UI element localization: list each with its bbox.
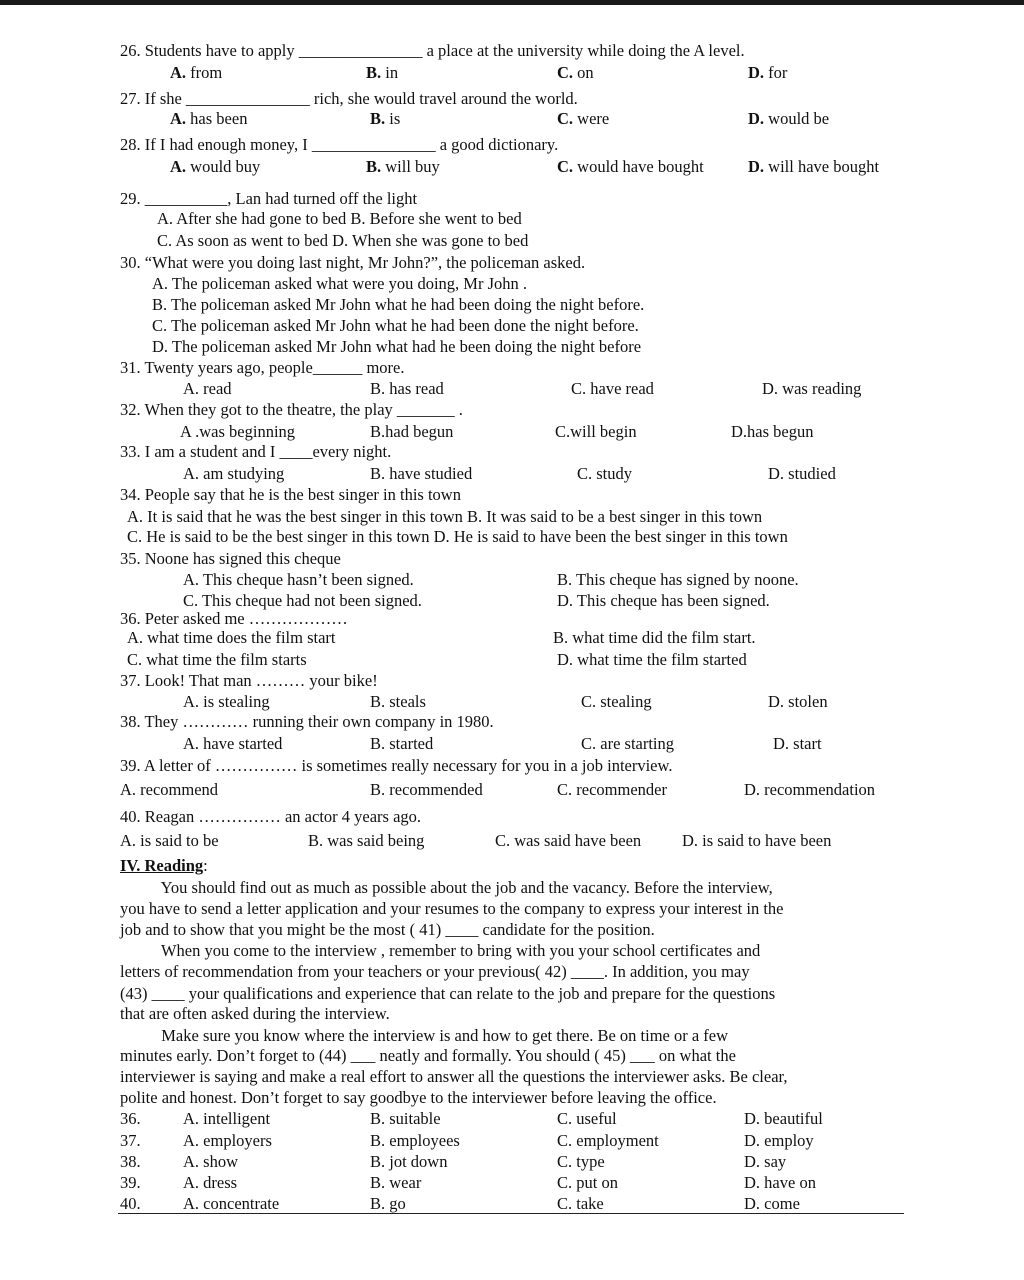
answer-number: 37. (120, 1131, 141, 1150)
question-29: 29. __________, Lan had turned off the light (120, 189, 418, 208)
q33-option-d[interactable]: D. studied (768, 464, 836, 483)
question-27: 27. If she _______________ rich, she would travel around the world. (120, 89, 578, 108)
q28-option-c[interactable]: C. would have bought (557, 157, 704, 176)
q31-option-c[interactable]: C. have read (571, 379, 654, 398)
answer-number: 38. (120, 1152, 141, 1171)
q32-option-a[interactable]: A .was beginning (180, 422, 296, 441)
question-35: 35. Noone has signed this cheque (120, 549, 341, 568)
answer-36-option-b[interactable]: B. suitable (370, 1109, 441, 1128)
q29-options-ab[interactable]: A. After she had gone to bed B. Before she went to bed (157, 209, 522, 228)
question-37: 37. Look! That man ……… your bike! (120, 671, 378, 690)
q30-option-b[interactable]: B. The policeman asked Mr John what he had been doing the night before. (152, 295, 645, 314)
q33-option-a[interactable]: A. am studying (183, 464, 285, 483)
answer-number: 39. (120, 1173, 141, 1192)
passage-line: When you come to the interview , remember to bring with you your school certificates and (120, 941, 761, 960)
q37-option-c[interactable]: C. stealing (581, 692, 652, 711)
q31-option-d[interactable]: D. was reading (762, 379, 862, 398)
question-32: 32. When they got to the theatre, the play _______ . (120, 400, 463, 419)
q26-option-d[interactable]: D. for (748, 63, 788, 82)
q32-option-d[interactable]: D.has begun (731, 422, 814, 441)
q40-option-d[interactable]: D. is said to have been (682, 831, 832, 850)
passage-line: polite and honest. Don’t forget to say goodbye to the interviewer before leaving the office. (120, 1088, 717, 1107)
q35-option-c[interactable]: C. This cheque had not been signed. (183, 591, 422, 610)
passage-line: minutes early. Don’t forget to (44) ___ neatly and formally. You should ( 45) ___ on what the (120, 1046, 736, 1065)
q33-option-b[interactable]: B. have studied (370, 464, 473, 483)
q28-option-a[interactable]: A. would buy (170, 157, 261, 176)
answer-36-option-d[interactable]: D. beautiful (744, 1109, 823, 1128)
q35-option-d[interactable]: D. This cheque has been signed. (557, 591, 770, 610)
answer-37-option-a[interactable]: A. employers (183, 1131, 272, 1150)
answer-37-option-c[interactable]: C. employment (557, 1131, 659, 1150)
q30-option-c[interactable]: C. The policeman asked Mr John what he had been done the night before. (152, 316, 639, 335)
reading-heading: IV. Reading: (120, 856, 208, 875)
question-28: 28. If I had enough money, I _______________ a good dictionary. (120, 135, 559, 154)
q33-option-c[interactable]: C. study (577, 464, 633, 483)
q26-option-a[interactable]: A. from (170, 63, 223, 82)
answer-36-option-c[interactable]: C. useful (557, 1109, 617, 1128)
q30-option-d[interactable]: D. The policeman asked Mr John what had he been doing the night before (152, 337, 642, 356)
answer-number: 36. (120, 1109, 141, 1128)
q39-option-c[interactable]: C. recommender (557, 780, 667, 799)
q38-option-c[interactable]: C. are starting (581, 734, 675, 753)
question-34: 34. People say that he is the best singer in this town (120, 485, 461, 504)
passage-line: Make sure you know where the interview is and how to get there. Be on time or a few (120, 1026, 729, 1045)
bottom-rule (118, 1213, 904, 1214)
q34-options-cd[interactable]: C. He is said to be the best singer in this town D. He is said to have been the best singer in this town (127, 527, 788, 546)
q27-option-d[interactable]: D. would be (748, 109, 830, 128)
q35-option-b[interactable]: B. This cheque has signed by noone. (557, 570, 799, 589)
q28-option-b[interactable]: B. will buy (366, 157, 440, 176)
answer-38-option-d[interactable]: D. say (744, 1152, 787, 1171)
q26-option-b[interactable]: B. in (366, 63, 399, 82)
q39-option-a[interactable]: A. recommend (120, 780, 219, 799)
q32-option-c[interactable]: C.will begin (555, 422, 637, 441)
answer-39-option-b[interactable]: B. wear (370, 1173, 422, 1192)
answer-37-option-d[interactable]: D. employ (744, 1131, 814, 1150)
question-26: 26. Students have to apply _______________ a place at the university while doing the A level. (120, 41, 745, 60)
q39-option-d[interactable]: D. recommendation (744, 780, 876, 799)
passage-line: You should find out as much as possible about the job and the vacancy. Before the interview, (120, 878, 773, 897)
q29-options-cd[interactable]: C. As soon as went to bed D. When she was gone to bed (157, 231, 529, 250)
answer-38-option-b[interactable]: B. jot down (370, 1152, 448, 1171)
answer-40-option-d[interactable]: D. come (744, 1194, 800, 1213)
q40-option-c[interactable]: C. was said have been (495, 831, 642, 850)
answer-36-option-a[interactable]: A. intelligent (183, 1109, 271, 1128)
top-edge-bar (0, 0, 1024, 5)
q31-option-b[interactable]: B. has read (370, 379, 444, 398)
answer-39-option-d[interactable]: D. have on (744, 1173, 816, 1192)
q28-option-d[interactable]: D. will have bought (748, 157, 880, 176)
passage-line: that are often asked during the interview. (120, 1004, 390, 1023)
question-31: 31. Twenty years ago, people______ more. (120, 358, 405, 377)
q38-option-d[interactable]: D. start (773, 734, 822, 753)
question-38: 38. They ………… running their own company in 1980. (120, 712, 494, 731)
question-33: 33. I am a student and I ____every night. (120, 442, 392, 461)
q40-option-a[interactable]: A. is said to be (120, 831, 219, 850)
answer-38-option-c[interactable]: C. type (557, 1152, 605, 1171)
q32-option-b[interactable]: B.had begun (370, 422, 454, 441)
answer-40-option-c[interactable]: C. take (557, 1194, 604, 1213)
answer-40-option-a[interactable]: A. concentrate (183, 1194, 280, 1213)
passage-line: job and to show that you might be the most ( 41) ____ candidate for the position. (120, 920, 655, 939)
q39-option-b[interactable]: B. recommended (370, 780, 483, 799)
answer-39-option-c[interactable]: C. put on (557, 1173, 618, 1192)
q31-option-a[interactable]: A. read (183, 379, 232, 398)
q36-option-d[interactable]: D. what time the film started (557, 650, 747, 669)
answer-37-option-b[interactable]: B. employees (370, 1131, 460, 1150)
passage-line: you have to send a letter application and your resumes to the company to express your interest in the (120, 899, 784, 918)
q38-option-b[interactable]: B. started (370, 734, 434, 753)
q40-option-b[interactable]: B. was said being (308, 831, 425, 850)
q30-option-a[interactable]: A. The policeman asked what were you doing, Mr John . (152, 274, 527, 293)
q38-option-a[interactable]: A. have started (183, 734, 283, 753)
answer-40-option-b[interactable]: B. go (370, 1194, 406, 1213)
q27-option-a[interactable]: A. has been (170, 109, 248, 128)
q26-option-c[interactable]: C. on (557, 63, 594, 82)
answer-38-option-a[interactable]: A. show (183, 1152, 239, 1171)
passage-line: letters of recommendation from your teachers or your previous( 42) ____. In addition, you may (120, 962, 750, 981)
q27-option-b[interactable]: B. is (370, 109, 401, 128)
q37-option-a[interactable]: A. is stealing (183, 692, 270, 711)
q36-option-a[interactable]: A. what time does the film start (127, 628, 336, 647)
question-40: 40. Reagan …………… an actor 4 years ago. (120, 807, 422, 826)
question-36: 36. Peter asked me ……………… (120, 609, 348, 628)
q37-option-d[interactable]: D. stolen (768, 692, 828, 711)
q36-option-c[interactable]: C. what time the film starts (127, 650, 307, 669)
q27-option-c[interactable]: C. were (557, 109, 610, 128)
passage-line: interviewer is saying and make a real effort to answer all the questions the interviewer asks. Be clear, (120, 1067, 788, 1086)
answer-number: 40. (120, 1194, 141, 1213)
q36-option-b[interactable]: B. what time did the film start. (553, 628, 756, 647)
passage-line: (43) ____ your qualifications and experience that can relate to the job and prepare for the questions (120, 984, 776, 1003)
q35-option-a[interactable]: A. This cheque hasn’t been signed. (183, 570, 414, 589)
q37-option-b[interactable]: B. steals (370, 692, 426, 711)
question-30: 30. “What were you doing last night, Mr John?”, the policeman asked. (120, 253, 586, 272)
q34-options-ab[interactable]: A. It is said that he was the best singer in this town B. It was said to be a best singer in this town (127, 507, 763, 526)
question-39: 39. A letter of …………… is sometimes really necessary for you in a job interview. (120, 756, 673, 775)
answer-39-option-a[interactable]: A. dress (183, 1173, 238, 1192)
